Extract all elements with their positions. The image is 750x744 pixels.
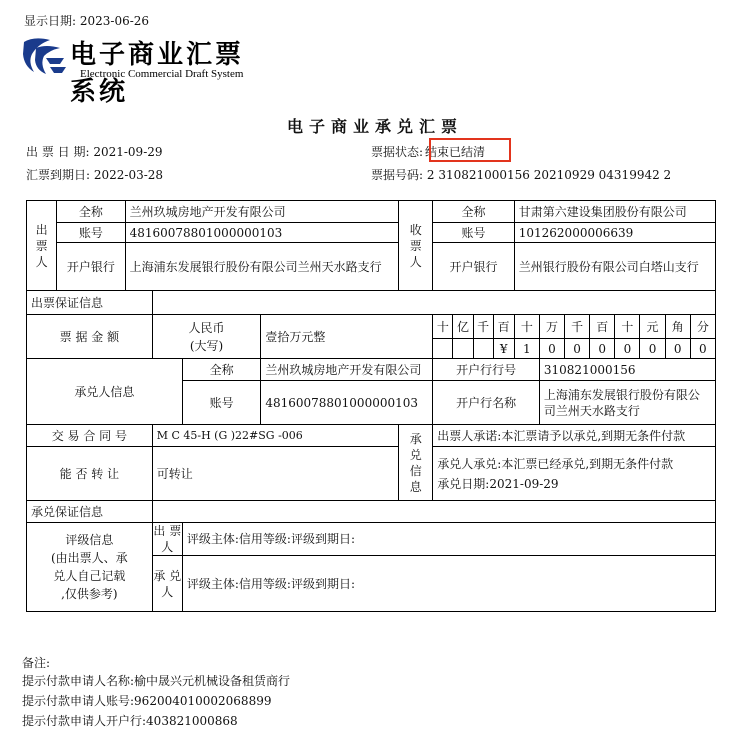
logo-text-cn: 电子商业汇票系统 (70, 40, 245, 107)
amount-unit: 百 (493, 315, 514, 339)
amount-digit: 0 (690, 339, 715, 359)
acceptor-guarantee-label: 承兑保证信息 (27, 501, 153, 523)
amount-unit: 百 (590, 315, 615, 339)
transfer-value: 可转让 (152, 447, 398, 501)
drawer-guarantee-label: 出票保证信息 (27, 291, 153, 315)
table-row (27, 223, 716, 243)
acceptor-bank-no-label: 开户行行号 (433, 359, 540, 381)
payee-name-label: 全称 (433, 201, 514, 223)
table-row (27, 447, 716, 501)
table-row (27, 315, 716, 339)
drawer-bank: 上海浦东发展银行股份有限公司兰州天水路支行 (125, 243, 399, 291)
due-date (26, 166, 163, 183)
bill-number (371, 166, 671, 183)
amount-unit: 分 (690, 315, 715, 339)
amount-digit: 0 (665, 339, 690, 359)
bill-number-label: 票据号码: (371, 168, 424, 182)
table-row (27, 201, 716, 223)
bill-number-value: 2 310821000156 20210929 04319942 2 (426, 168, 672, 182)
document-title: 电子商业承兑汇票 (286, 117, 463, 136)
amount-unit: 角 (665, 315, 690, 339)
rating-label: 评级信息 (由出票人、承 兑人自己记载 ,仅供参考) (27, 523, 153, 612)
table-row (27, 291, 716, 315)
amount-unit: 十 (615, 315, 640, 339)
acceptor-bank-no: 310821000156 (539, 359, 715, 381)
table-row (27, 425, 716, 447)
drawer-account: 48160078801000000103 (125, 223, 399, 243)
amount-digit: 0 (640, 339, 665, 359)
payee-side-label: 收 票 人 (399, 201, 433, 291)
amount-words: 壹拾万元整 (261, 315, 433, 359)
amount-unit: 十 (514, 315, 539, 339)
transfer-label: 能 否 转 让 (27, 447, 153, 501)
ecds-logo-icon (20, 34, 70, 80)
bill-status-value: 结束已结清 (425, 145, 486, 159)
amount-digit: 1 (514, 339, 539, 359)
acceptor-name-label: 全称 (182, 359, 260, 381)
accept-date: 承兑日期:2021-09-29 (437, 476, 559, 491)
display-date-label: 显示日期: (24, 14, 77, 28)
acceptor-name: 兰州玖城房地产开发有限公司 (261, 359, 433, 381)
contract-label: 交 易 合 同 号 (27, 425, 153, 447)
drawer-bank-label: 开户银行 (57, 243, 125, 291)
rating-acceptor-label: 承 兑 人 (152, 556, 182, 612)
amount-digit: 0 (615, 339, 640, 359)
acceptor-account-label: 账号 (182, 381, 260, 425)
amount-unit: 十 (433, 315, 453, 339)
status-highlight-box (429, 138, 511, 162)
amount-digit: ¥ (493, 339, 514, 359)
drawer-guarantee-value (152, 291, 715, 315)
table-row (27, 243, 716, 291)
amount-unit: 千 (473, 315, 493, 339)
rating-drawer-value: 评级主体:信用等级:评级到期日: (182, 523, 715, 556)
acceptor-guarantee-value (152, 501, 715, 523)
table-row (27, 501, 716, 523)
display-date-value: 2023-06-26 (79, 14, 150, 28)
amount-digit (433, 339, 453, 359)
acceptor-promise: 承兑人承兑:本汇票已经承兑,到期无条件付款 (437, 456, 674, 471)
draft-table (26, 200, 716, 612)
acceptor-label: 承兑人信息 (27, 359, 183, 425)
drawer-side-label: 出 票 人 (27, 201, 57, 291)
amount-unit: 千 (565, 315, 590, 339)
drawer-promise: 出票人承诺:本汇票请予以承兑,到期无条件付款 (433, 425, 716, 447)
drawer-name: 兰州玖城房地产开发有限公司 (125, 201, 399, 223)
table-row (27, 359, 716, 381)
acceptor-bank-name: 上海浦东发展银行股份有限公司兰州天水路支行 (539, 381, 715, 425)
bill-status-label: 票据状态: (371, 145, 424, 159)
payee-account: 101262000006639 (514, 223, 715, 243)
amount-digit: 0 (565, 339, 590, 359)
applicant-name: 提示付款申请人名称:榆中晟兴元机械设备租赁商行 (22, 674, 291, 688)
payee-bank: 兰州银行股份有限公司白塔山支行 (514, 243, 715, 291)
table-row (27, 523, 716, 556)
payee-bank-label: 开户银行 (433, 243, 514, 291)
contract-value: M C 45-H (G )22#SG -006 (152, 425, 398, 447)
drawer-account-label: 账号 (57, 223, 125, 243)
amount-unit: 万 (539, 315, 564, 339)
rating-drawer-label: 出 票 人 (153, 524, 182, 554)
applicant-bank: 提示付款申请人开户行:403821000868 (22, 714, 238, 728)
issue-date (26, 143, 163, 160)
ecds-logo (20, 32, 270, 107)
applicant-account: 提示付款申请人账号:962004010002068899 (22, 694, 272, 708)
issue-date-value: 2021-09-29 (93, 145, 163, 159)
amount-rmb-label: 人民币 (大写) (152, 315, 261, 359)
payee-account-label: 账号 (433, 223, 514, 243)
amount-digit: 0 (590, 339, 615, 359)
amount-digit (453, 339, 473, 359)
amount-digit (473, 339, 493, 359)
amount-unit: 亿 (453, 315, 473, 339)
amount-unit: 元 (640, 315, 665, 339)
amount-label: 票 据 金 额 (27, 315, 153, 359)
drawer-name-label: 全称 (57, 201, 125, 223)
due-date-value: 2022-03-28 (93, 168, 164, 182)
acceptance-side-label: 承 兑 信 息 (399, 425, 433, 501)
payee-name: 甘肃第六建设集团股份有限公司 (514, 201, 715, 223)
acceptor-bank-name-label: 开户行名称 (433, 381, 540, 425)
amount-digit: 0 (539, 339, 564, 359)
acceptor-account: 48160078801000000103 (261, 381, 433, 425)
due-date-label: 汇票到期日: (26, 168, 91, 182)
display-date (24, 12, 149, 29)
acceptor-promise-block (433, 447, 716, 501)
rating-acceptor-value: 评级主体:信用等级:评级到期日: (182, 556, 715, 612)
remarks-label: 备注: (22, 656, 51, 670)
issue-date-label: 出 票 日 期: (26, 145, 90, 159)
logo-text-en: Electronic Commercial Draft System (80, 68, 244, 80)
